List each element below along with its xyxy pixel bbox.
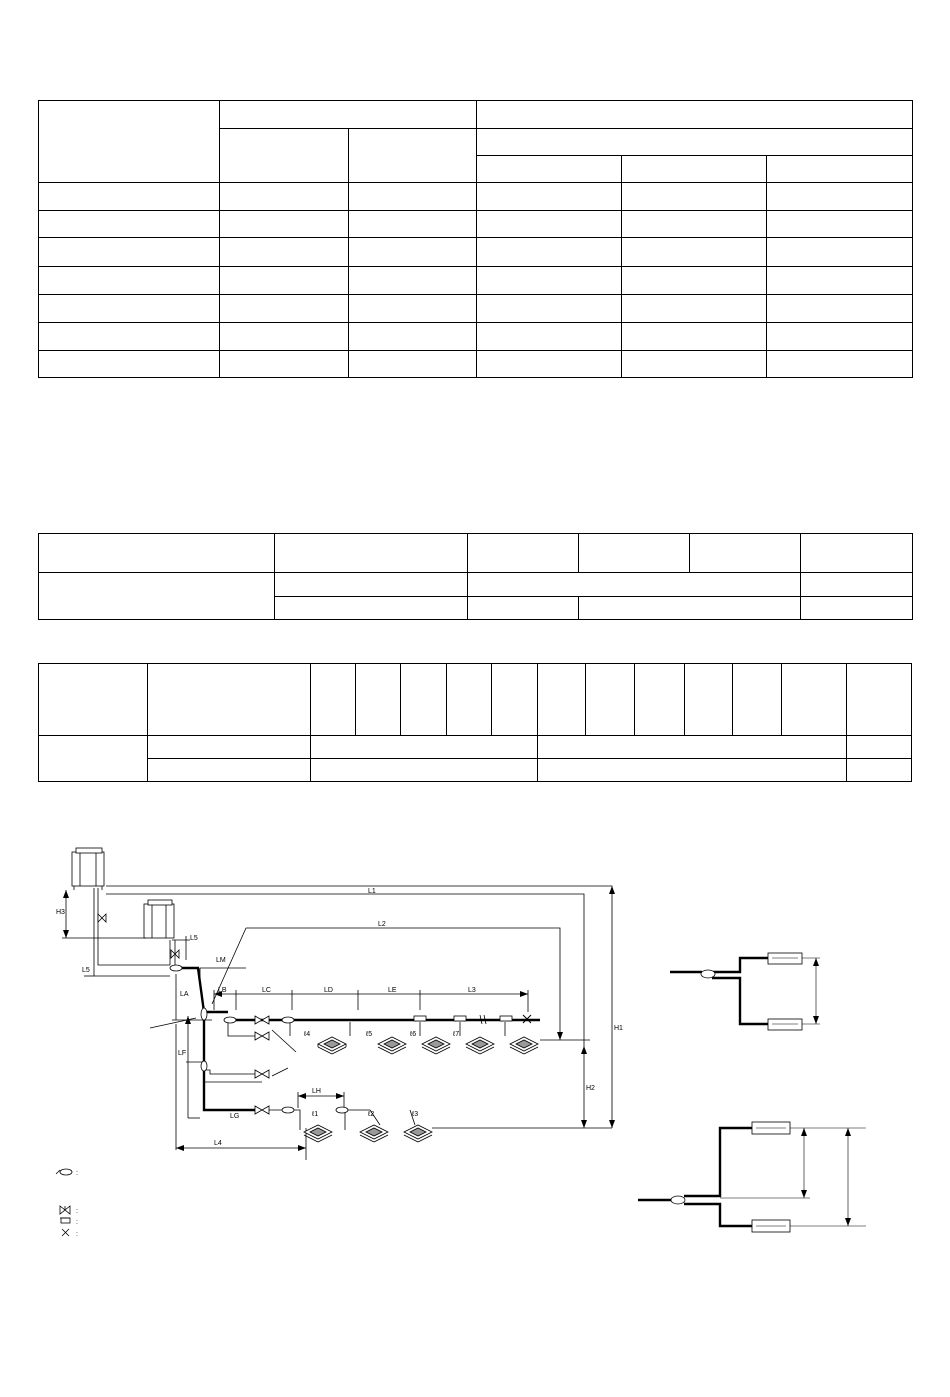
header-cell — [39, 101, 220, 183]
legend — [56, 1169, 78, 1238]
label-h1: H1 — [614, 1025, 623, 1032]
indoor-unit — [510, 1037, 538, 1054]
indoor-unit — [378, 1037, 406, 1054]
header-cell — [477, 129, 913, 156]
label-h3: H3 — [56, 909, 65, 916]
table-row — [39, 238, 913, 266]
branch-detail-2 — [638, 1122, 866, 1232]
outdoor-unit-2 — [144, 900, 174, 938]
label-lb: LB — [218, 987, 227, 994]
label-l5-unit: ℓ5 — [366, 1031, 373, 1038]
valve-icon — [60, 1206, 70, 1214]
label-l3-unit: ℓ3 — [412, 1111, 419, 1118]
label-l1-unit: ℓ1 — [312, 1111, 319, 1118]
header-icon — [61, 1218, 70, 1223]
label-lg: LG — [230, 1113, 240, 1120]
indoor-unit — [422, 1037, 450, 1054]
label-l5-top: L5 — [190, 935, 198, 942]
table-row — [39, 101, 913, 129]
branch-detail-1 — [670, 953, 820, 1030]
branch-joint-icon — [60, 1169, 72, 1175]
label-ld: LD — [324, 987, 333, 994]
indoor-unit — [304, 1125, 332, 1142]
table-row — [39, 664, 912, 736]
svg-text::: : — [76, 1231, 78, 1238]
table-row — [39, 759, 912, 782]
branch-joint-icon — [170, 965, 348, 1113]
label-l3: L3 — [468, 987, 476, 994]
label-l2-unit: ℓ2 — [368, 1111, 375, 1118]
header-cell — [767, 156, 913, 183]
label-l6-unit: ℓ6 — [410, 1031, 417, 1038]
label-l1: L1 — [368, 888, 376, 895]
table-row — [39, 534, 913, 573]
label-lm: LM — [216, 957, 226, 964]
table-row — [39, 294, 913, 322]
svg-text::: : — [76, 1170, 78, 1177]
header-cell — [220, 101, 477, 129]
header-cell — [622, 156, 767, 183]
indoor-units — [304, 1037, 538, 1142]
label-h2: H2 — [586, 1085, 595, 1092]
table-row — [39, 322, 913, 350]
svg-text::: : — [76, 1208, 78, 1215]
label-le: LE — [388, 987, 397, 994]
branch-joint-icon — [701, 970, 715, 978]
cap-icon — [62, 1229, 69, 1236]
table-1 — [38, 100, 913, 378]
table-row — [39, 350, 913, 377]
table-row — [39, 211, 913, 238]
table-row — [39, 266, 913, 294]
table-row — [39, 183, 913, 211]
branch-joint-icon — [671, 1196, 685, 1204]
table-row — [39, 573, 913, 597]
indoor-unit — [768, 1019, 802, 1030]
outdoor-unit-1 — [72, 848, 104, 890]
label-l4: L4 — [214, 1140, 222, 1147]
header-cell — [220, 129, 349, 183]
label-la: LA — [180, 991, 189, 998]
indoor-unit — [404, 1125, 432, 1142]
label-lc: LC — [262, 987, 271, 994]
indoor-unit — [768, 953, 802, 964]
indoor-unit — [466, 1037, 494, 1054]
piping-diagram — [0, 800, 950, 1260]
table-2 — [38, 533, 913, 620]
label-lf: LF — [178, 1050, 187, 1057]
table-3 — [38, 663, 912, 782]
label-l4-unit: ℓ4 — [304, 1031, 311, 1038]
label-l5-left: L5 — [82, 967, 90, 974]
header-cell — [477, 156, 622, 183]
valve-icon — [98, 914, 269, 1114]
indoor-unit — [360, 1125, 388, 1142]
label-l7-unit: ℓ7 — [453, 1031, 460, 1038]
table-row — [39, 736, 912, 759]
label-l2: L2 — [378, 921, 386, 928]
svg-text::: : — [76, 1219, 78, 1226]
header-cell — [477, 101, 913, 129]
label-lh: LH — [312, 1088, 321, 1095]
indoor-unit — [318, 1037, 346, 1054]
header-cell — [349, 129, 477, 183]
